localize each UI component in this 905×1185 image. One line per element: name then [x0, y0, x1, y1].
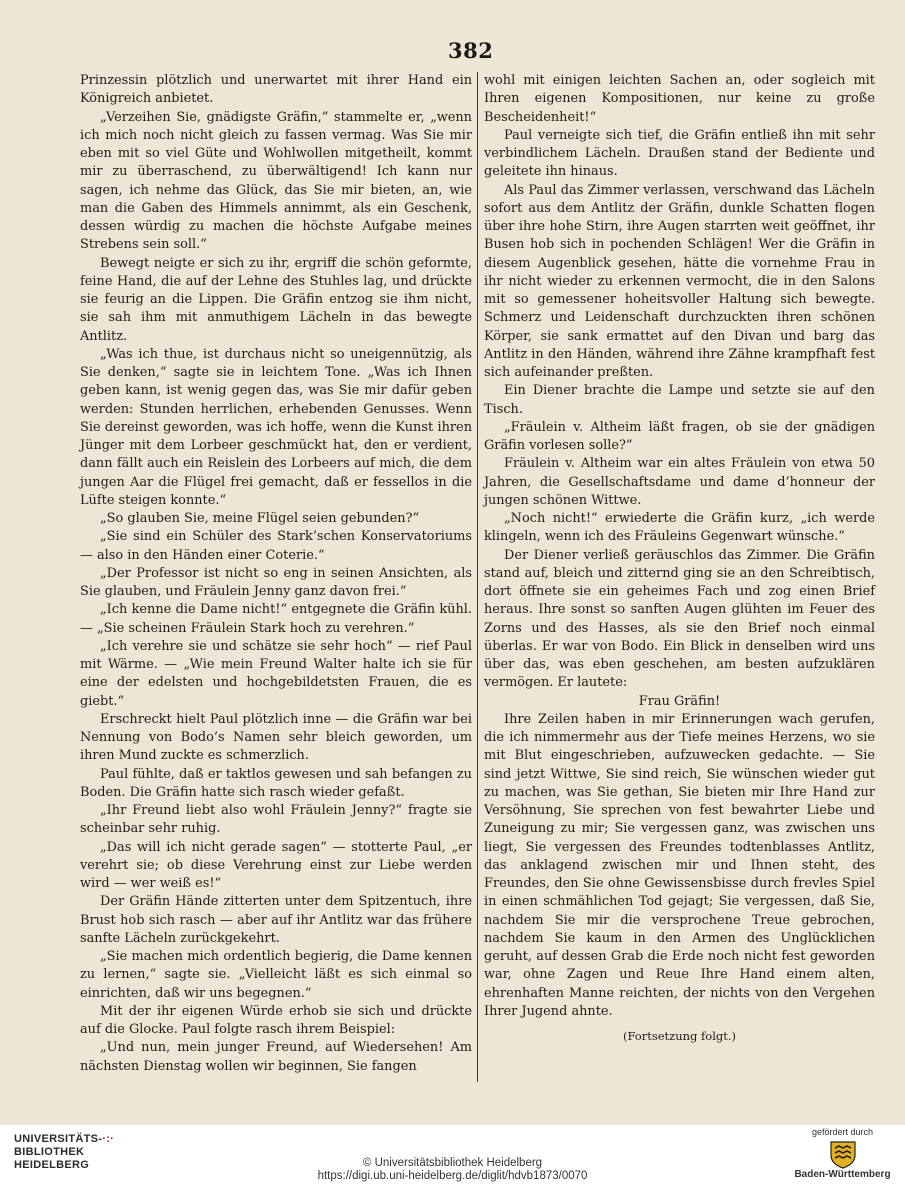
right-column-paragraph: Als Paul das Zimmer verlassen, verschwand das Lächeln sofort aus dem Antlitz der Gräfin, dunkle Schatten flogen über ihre hohe Stirn, ihre Augen starrten weit geöffnet, ihr Busen hob sich in pochenden Schlägen! Wer die Gräfin in diesem Augenblick gesehen, hätte die vornehme Frau in ihr nicht wieder zu erkennen vermocht, die in den Salons mit so gemessener hoheitsvoller Haltung sich bewegte. Schmerz und Leidenschaft durchzuckten ihren schönen Körper, sie sank ermattet auf den Divan und barg das Antlitz in den Händen, während ihre Zähne krampfhaft fest sich aufeinander preßten. — [484, 182, 875, 380]
library-name-line-2: BIBLIOTHEK — [14, 1146, 85, 1158]
right-column-paragraph: Frau Gräfin! — [638, 693, 721, 709]
continuation-note: (Fortsetzung folgt.) — [622, 1029, 737, 1043]
right-text-column — [484, 72, 875, 1045]
left-column-paragraph: „Ich verehre sie und schätze sie sehr hoch“ — rief Paul mit Wärme. — „Wie mein Freund Walter halte ich sie für eine der edelsten und hochgebildetsten Frauen, die es giebt.“ — [80, 638, 472, 709]
column-divider — [477, 72, 478, 1082]
left-column-paragraph: Mit der ihr eigenen Würde erhob sie sich und drückte auf die Glocke. Paul folgte rasch ihrem Beispiel: — [80, 1003, 472, 1037]
copyright-notice: © Universitätsbibliothek Heidelberg — [362, 1157, 543, 1169]
left-column-paragraph: „Der Professor ist nicht so eng in seinen Ansichten, als Sie glauben, und Fräulein Jenny ganz davon frei.“ — [80, 565, 472, 599]
right-column-paragraph: Ihre Zeilen haben in mir Erinnerungen wach gerufen, die ich nimmermehr aus der Tiefe meines Herzens, wo sie mit Blut eingeschrieben, aufzuwecken gedachte. — Sie sind jetzt Wittwe, Sie sind reich, Sie wünschen wieder gut zu machen, was Sie gethan, Sie bieten mir Ihre Hand zur Versöhnung, Sie sprechen von fest bewahrter Liebe und Zuneigung zu mir; Sie vergessen ganz, was zwischen uns liegt, Sie vergessen des Freundes todtenblasses Antlitz, das anklagend zwischen mir und Ihnen steht, des Freundes, den Sie ohne Gewissensbisse durch frevles Spiel in einen schmählichen Tod gejagt; Sie vergessen, daß Sie, nachdem Sie mir die versprochene Treue gebrochen, nachdem Sie kaum in den Armen des Unglücklichen geruht, auf dessen Grab die Erde noch nicht fest geworden war, ohne Zagen und Reue Ihre Hand einem alten, ehrenhaften Manne reichten, der nichts von den Vergehen Ihrer Jugend ahnte. — [484, 711, 875, 1019]
left-text-column — [80, 72, 472, 1076]
left-column-paragraph: „Das will ich nicht gerade sagen“ — stotterte Paul, „er verehrt sie; ob diese Verehrung einst zur Liebe werden wird — wer weiß es!“ — [80, 839, 472, 891]
left-column-paragraph: „Sie machen mich ordentlich begierig, die Dame kennen zu lernen,“ sagte sie. „Vielleicht läßt es sich einmal so einrichten, daß wir uns begegnen.“ — [80, 949, 472, 1001]
right-column-paragraph: „Fräulein v. Altheim läßt fragen, ob sie der gnädigen Gräfin vorlesen solle?“ — [484, 419, 875, 453]
left-column-paragraph: „Ihr Freund liebt also wohl Fräulein Jenny?“ fragte sie scheinbar sehr ruhig. — [80, 803, 472, 837]
sponsor-label: gefördert durch — [811, 1127, 874, 1137]
right-column-paragraph: Fräulein v. Altheim war ein altes Fräulein von etwa 50 Jahren, die Gesellschaftsdame und dame d’honneur der jungen schönen Wittwe. — [484, 456, 875, 508]
left-column-paragraph: „Und nun, mein junger Freund, auf Wiedersehen! Am nächsten Dienstag wollen wir beginnen, Sie fangen — [80, 1040, 472, 1074]
left-column-paragraph: „Verzeihen Sie, gnädigste Gräfin,“ stammelte er, „wenn ich mich noch nicht gleich zu fassen vermag. Was Sie mir eben mit so viel Güte und Wohlwollen mitgetheilt, kommt mir zu überraschend, zu überwältigend! Ich kann nur sagen, ich nehme das Glück, das Sie mir bieten, an, wie man die Gaben des Himmels annimmt, als ein Geschenk, dessen würdig zu machen die höchste Aufgabe meines Strebens sein soll.“ — [80, 109, 472, 253]
left-column-paragraph: Prinzessin plötzlich und unerwartet mit ihrer Hand ein Königreich anbietet. — [80, 73, 472, 107]
sponsor-name: Baden-Württemberg — [794, 1169, 891, 1180]
right-column-paragraph: „Noch nicht!“ erwiederte die Gräfin kurz, „ich werde klingeln, wenn ich des Fräuleins Gegenwart wünsche.“ — [484, 511, 875, 545]
right-column-paragraph: Der Diener verließ geräuschlos das Zimmer. Die Gräfin stand auf, bleich und zitternd ging sie an den Schreibtisch, dort öffnete sie ein geheimes Fach und zog einen Brief heraus. Ihre sonst so sanften Augen glühten im Feuer des Zorns und des Hasses, als sie den Brief noch einmal überlas. Er war von Bodo. Ein Blick in denselben wird uns über das, was eben geschehen, am besten aufzuklären vermögen. Er lautete: — [484, 547, 875, 691]
left-column-paragraph: Erschreckt hielt Paul plötzlich inne — die Gräfin war bei Nennung von Bodo’s Namen sehr bleich geworden, um ihren Mund zuckte es schmerzlich. — [80, 711, 472, 764]
sponsor-block[interactable] — [780, 1125, 905, 1185]
left-column-paragraph: Paul fühlte, daß er taktlos gewesen und sah befangen zu Boden. Die Gräfin hatte sich rasch wieder gefaßt. — [80, 766, 472, 800]
left-column-paragraph: „Ich kenne die Dame nicht!“ entgegnete die Gräfin kühl. — „Sie scheinen Fräulein Stark hoch zu verehren.“ — [80, 602, 472, 636]
digitization-footer — [0, 1125, 905, 1185]
right-column-paragraph: Paul verneigte sich tief, die Gräfin entließ ihn mit sehr verbindlichem Lächeln. Draußen stand der Bediente und geleitete ihn hinaus. — [484, 127, 875, 180]
left-column-paragraph: Bewegt neigte er sich zu ihr, ergriff die schön geformte, feine Hand, die auf der Lehne des Stuhles lag, und drückte sie feurig an die Lippen. Die Gräfin entzog sie ihm nicht, sie sah ihm mit anmuthigem Lächeln in das bewegte Antlitz. — [80, 255, 472, 344]
left-column-paragraph: „Sie sind ein Schüler des Stark’schen Konservatoriums — also in den Händen einer Coterie.“ — [80, 529, 472, 563]
university-library-logo[interactable] — [14, 1133, 124, 1179]
library-name-line-3: HEIDELBERG — [14, 1159, 90, 1171]
library-name-line-1: UNIVERSITÄTS-·:· — [14, 1133, 115, 1145]
footer-credits — [280, 1157, 625, 1183]
source-url-link[interactable]: https://digi.ub.uni-heidelberg.de/diglit/hdvb1873/0070 — [317, 1170, 588, 1182]
baden-wuerttemberg-crest-icon — [826, 1139, 860, 1169]
left-column-paragraph: „Was ich thue, ist durchaus nicht so uneigennützig, als Sie denken,“ sagte sie in leichtem Tone. „Was ich Ihnen geben kann, ist wenig gegen das, was Sie mir dafür geben werden: Stunden herrlichen, erhebenden Genusses. Wenn Sie dereinst geworden, was ich hoffe, wenn die Kunst ihren Jünger mit dem Lorbeer geschmückt hat, den er verdient, dann fällt auch ein Reislein des Lorbeers auf mich, die dem jungen Aar die Flügel frei gemacht, daß er fessellos in die Lüfte steigen konnte.“ — [80, 346, 472, 508]
right-column-paragraph: wohl mit einigen leichten Sachen an, oder sogleich mit Ihren eigenen Kompositionen, nur keine zu große Bescheidenheit!“ — [484, 73, 875, 125]
page-number: 382 — [448, 38, 494, 63]
right-column-paragraph: Ein Diener brachte die Lampe und setzte sie auf den Tisch. — [484, 383, 875, 417]
left-column-paragraph: Der Gräfin Hände zitterten unter dem Spitzentuch, ihre Brust hob sich rasch — aber auf ihr Antlitz war das frühere sanfte Lächeln zurückgekehrt. — [80, 894, 472, 946]
left-column-paragraph: „So glauben Sie, meine Flügel seien gebunden?“ — [100, 511, 420, 526]
